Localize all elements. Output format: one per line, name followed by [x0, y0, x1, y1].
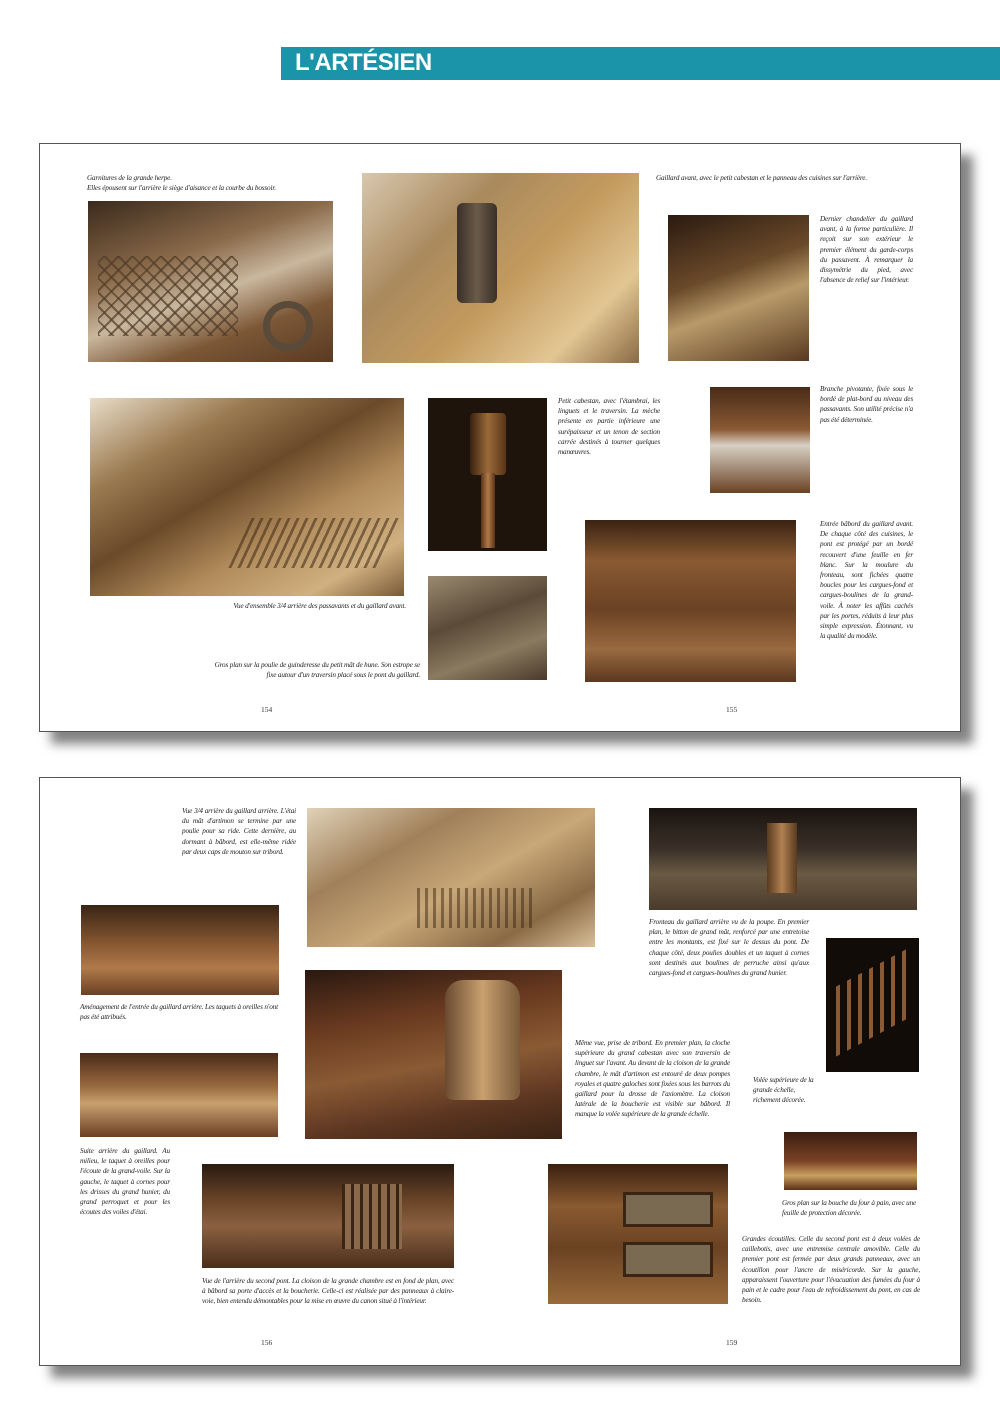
photo-entree-gaillard-arriere — [81, 905, 279, 995]
page-number-left: 156 — [261, 1338, 273, 1347]
photo-grandes-ecoutilles — [548, 1164, 728, 1304]
book-title: L'ARTÉSIEN — [295, 49, 432, 76]
page-number-right: 159 — [726, 1338, 738, 1347]
caption-line: Garnitures de la grande herpe. — [87, 174, 172, 182]
photo-poulie-guinderesse — [428, 576, 547, 680]
header-banner — [281, 47, 1000, 80]
photo-vue-ensemble — [90, 398, 404, 596]
spread-pages-156-159 — [39, 777, 961, 1366]
caption-suite-arriere: Suite arrière du gaillard. Au milieu, le taquet à oreilles pour l'écoute de la grand-voile. Sur la gauche, le taquet à cornes pour les drisses du grand hunier, du grand perroquet et pour les écoutes des voiles d'étai. — [80, 1147, 170, 1217]
photo-fronteau-poupe — [649, 808, 917, 910]
caption-second-pont: Vue de l'arrière du second pont. La cloison de la grande chambre est en fond de plan, avec à bâbord sa porte d'accès et la boucherie. Celle-ci est réalisée par des panneaux à claire-voie, bien entendu démontables pour la mise en œuvre du canon situé à l'intérieur. — [202, 1277, 454, 1306]
cabestan-detail — [470, 413, 506, 475]
cloche-detail — [445, 980, 520, 1100]
meche-detail — [481, 473, 495, 548]
page-number-right: 155 — [726, 705, 738, 714]
photo-gaillard-arriere-3-4 — [307, 808, 595, 947]
caption-vue-ensemble: Vue d'ensemble 3/4 arrière des passavants et du gaillard avant. — [233, 602, 406, 610]
grating-detail — [417, 888, 537, 928]
photo-gaillard-avant — [362, 173, 639, 363]
photo-second-pont — [202, 1164, 454, 1268]
caption-grande-echelle: Volée supérieure de la grande échelle, richement décorée. — [753, 1076, 814, 1105]
caption-gaillard-arriere-3-4: Vue 3/4 arrière du gaillard arrière. L'étai du mât d'artimon se termine par une poulie pour sa ride. Cette dernière, au dormant à bâbord, est elle-même ridée par deux caps de mouton sur tribord. — [182, 807, 296, 856]
grating-detail — [228, 518, 401, 568]
panneau-detail — [623, 1192, 713, 1227]
panneau-detail — [623, 1242, 713, 1277]
photo-grande-herpe — [88, 201, 333, 362]
photo-suite-arriere — [80, 1053, 278, 1137]
caption-entree-gaillard-arriere: Aménagement de l'entrée du gaillard arrière. Les taquets à oreilles n'ont pas été attribués. — [80, 1003, 278, 1022]
photo-petit-cabestan — [428, 398, 547, 551]
cabestan-detail — [457, 203, 497, 303]
caption-poulie-guinderesse: Gros plan sur la poulie de guinderesse du petit mât de hune. Son estrope se fixe autour d'un traversin placé sous le pont du gaillard. — [214, 661, 420, 680]
caption-entree-babord: Entrée bâbord du gaillard avant. De chaque côté des cuisines, le pont est protégé par un bordé recouvert d'une feuille en fer blanc. Sur la moulure du fronteau, sont fichées quatre boucles pour les cargues-fond et cargues-boulines de la grand-voile. À noter les affûts cachés par les portes, réduits à leur plus simple expression. Étonnant, vu la qualité du modèle. — [820, 520, 913, 641]
photo-grande-echelle — [826, 938, 919, 1072]
bitton-detail — [767, 823, 797, 893]
photo-four-a-pain — [784, 1132, 917, 1190]
caption-chandelier: Dernier chandelier du gaillard avant, à la forme particulière. Il reçoit sur son extérieur le premier élément du garde-corps du passavent. À remarquer la dissymétrie du pied, avec l'absence de relief sur l'intérieur. — [820, 215, 913, 285]
caption-meme-vue-tribord: Même vue, prise de tribord. En premier plan, la cloche supérieure du grand cabestan avec son traversin de linguet sur l'avant. Au devant de la cloison de la grande chambre, le mât d'artimon est entouré de deux pompes royales et quatre galoches sont fixées sous les barrots du gaillard pour la drosse de l'axiomètre. La cloison latérale de la boucherie est visible sur bâbord. Il manque la volée supérieure de la grande échelle. — [575, 1039, 730, 1119]
photo-entree-babord — [585, 520, 796, 682]
caption-four-a-pain: Gros plan sur la bouche du four à pain, avec une feuille de protection décorée. — [782, 1199, 917, 1218]
claire-voie-detail — [342, 1184, 402, 1249]
caption-branche-pivotante: Branche pivotante, fixée sous le bordé de plat-bord au niveau des passavants. Son utilité précise n'a pas été déterminée. — [820, 385, 913, 424]
photo-branche-pivotante — [710, 387, 810, 493]
caption-gaillard-avant: Gaillard avant, avec le petit cabestan et le panneau des cuisines sur l'arrière. — [656, 174, 867, 182]
caption-line: Elles épousent sur l'arrière le siège d'aisance et la courbe du bossoir. — [87, 184, 276, 193]
spread-pages-154-155 — [39, 143, 961, 732]
photo-chandelier — [668, 215, 809, 361]
page-number-left: 154 — [261, 705, 273, 714]
caption-petit-cabestan: Petit cabestan, avec l'étambrai, les linguets et le traversin. La mèche présente en partie inférieure une surépaisseur et un tenon de section carrée destinés à tourner quelques manœuvres. — [558, 397, 660, 457]
grating-detail — [98, 256, 238, 336]
balustre-detail — [836, 949, 906, 1056]
caption-grande-herpe — [87, 173, 337, 193]
caption-grandes-ecoutilles: Grandes écoutilles. Celle du second pont est à deux volées de caillebotis, avec une entremise centrale amovible. Celle du premier pont est fermée par deux grands panneaux, avec un écoutillon pour l'ancre de miséricorde. Sur la gauche, apparaissent l'ouverture pour l'évacuation des fumées du four à pain et le cadre pour l'eau de refroidissement du pont, en cas de besoin. — [742, 1235, 920, 1305]
ring-detail — [263, 301, 313, 351]
caption-fronteau-poupe: Fronteau du gaillard arrière vu de la poupe. En premier plan, le bitton de grand mât, renforcé par une entretoise entre les montants, est fixé sur le dessus du pont. De chaque côté, deux poulies doubles et un taquet à cornes sont destinés aux boulines de perruche ainsi qu'aux cargues-fond et cargues-boulines du grand hunier. — [649, 918, 809, 978]
photo-meme-vue-tribord — [305, 970, 562, 1139]
